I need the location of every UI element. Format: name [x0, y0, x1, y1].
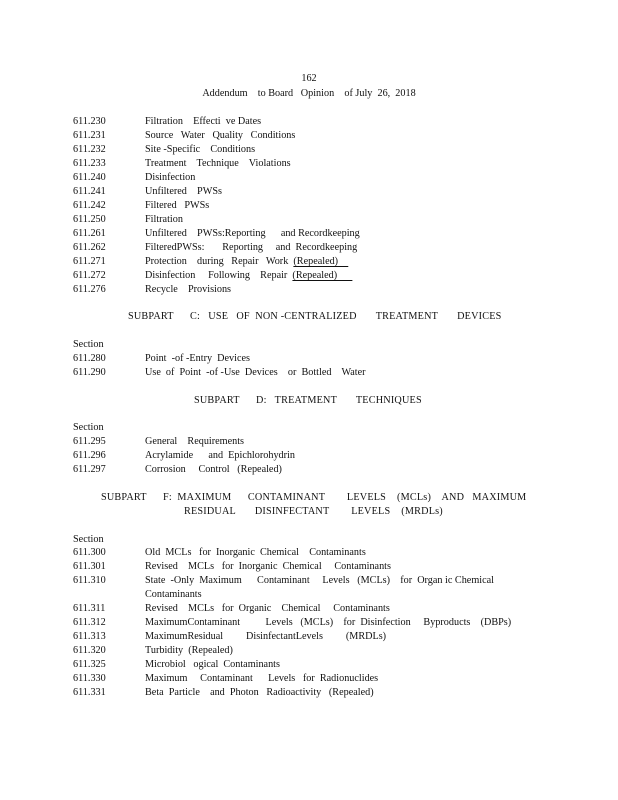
section-number: 611.297 — [73, 464, 106, 475]
section-number: 611.230 — [73, 116, 106, 127]
subpart-d-heading: SUBPART D: TREATMENT TECHNIQUES — [194, 395, 422, 406]
section-title: Treatment Technique Violations — [145, 158, 291, 169]
page-number: 162 — [301, 73, 317, 84]
section-number: 611.231 — [73, 130, 106, 141]
section-title: State -Only Maximum Contaminant Levels (MCLs) for Organ ic Chemical — [145, 575, 494, 586]
list-item-continuation — [0, 588, 618, 602]
section-title: Corrosion Control (Repealed) — [145, 464, 282, 475]
section-label: Section — [73, 339, 104, 350]
list-item — [0, 129, 618, 143]
list-item — [0, 171, 618, 185]
section-number: 611.240 — [73, 172, 106, 183]
section-number: 611.296 — [73, 450, 106, 461]
section-number: 611.331 — [73, 687, 106, 698]
section-title: Maximum Contaminant Levels for Radionuclides — [145, 673, 379, 684]
section-number: 611.272 — [73, 270, 106, 281]
section-title: Disinfection — [145, 172, 196, 183]
section-title: Unfiltered PWSs — [145, 186, 222, 197]
section-title: MaximumResidual DisinfectantLevels (MRDLs) — [145, 631, 387, 642]
section-number: 611.290 — [73, 367, 106, 378]
list-item — [0, 283, 618, 297]
section-label: Section — [73, 534, 104, 545]
section-number: 611.271 — [73, 256, 106, 267]
list-item — [0, 213, 618, 227]
section-title: Site -Specific Conditions — [145, 144, 256, 155]
list-item — [0, 366, 618, 380]
section-number: 611.262 — [73, 242, 106, 253]
section-title-with-repealed — [145, 269, 352, 283]
list-item — [0, 435, 618, 449]
section-title: MaximumContaminant Levels (MCLs) for Disinfection Byproducts (DBPs) — [145, 617, 512, 628]
section-title: Filtration Effecti ve Dates — [145, 116, 262, 127]
section-title-with-repealed — [145, 255, 348, 269]
repealed-note: (Repealed) — [293, 256, 349, 267]
list-item — [0, 546, 618, 560]
section-number: 611.242 — [73, 200, 106, 211]
section-number: 611.241 — [73, 186, 106, 197]
section-number: 611.295 — [73, 436, 106, 447]
list-item — [0, 227, 618, 241]
section-title: Use of Point -of -Use Devices or Bottled Water — [145, 367, 366, 378]
list-item — [0, 463, 618, 477]
list-item — [0, 644, 618, 658]
section-title: General Requirements — [145, 436, 245, 447]
list-item — [0, 157, 618, 171]
section-title: Filtered PWSs — [145, 200, 210, 211]
section-number: 611.313 — [73, 631, 106, 642]
list-item — [0, 574, 618, 588]
section-title-continuation: Contaminants — [145, 589, 202, 600]
list-item — [0, 449, 618, 463]
section-title: Beta Particle and Photon Radioactivity (Repealed) — [145, 687, 374, 698]
section-title: Point -of -Entry Devices — [145, 353, 250, 364]
section-title: Disinfection Following Repair — [145, 270, 293, 281]
section-title: Revised MCLs for Organic Chemical Contaminants — [145, 603, 390, 614]
section-number: 611.261 — [73, 228, 106, 239]
page-subtitle: Addendum to Board Opinion of July 26, 2018 — [202, 88, 416, 99]
list-item — [0, 241, 618, 255]
section-number: 611.250 — [73, 214, 106, 225]
section-title: Source Water Quality Conditions — [145, 130, 296, 141]
section-number: 611.310 — [73, 575, 106, 586]
section-number: 611.301 — [73, 561, 106, 572]
list-item — [0, 602, 618, 616]
section-number: 611.320 — [73, 645, 106, 656]
list-item — [0, 115, 618, 129]
section-title: Revised MCLs for Inorganic Chemical Contaminants — [145, 561, 391, 572]
section-title: Filtration — [145, 214, 183, 225]
list-item — [0, 616, 618, 630]
section-title: Protection during Repair Work — [145, 256, 294, 267]
section-number: 611.300 — [73, 547, 106, 558]
section-number: 611.233 — [73, 158, 106, 169]
list-item — [0, 686, 618, 700]
subpart-c-heading: SUBPART C: USE OF NON -CENTRALIZED TREATMENT DEVICES — [128, 311, 502, 322]
section-label: Section — [73, 422, 104, 433]
section-title: FilteredPWSs: Reporting and Recordkeeping — [145, 242, 358, 253]
list-item — [0, 199, 618, 213]
list-item — [0, 630, 618, 644]
section-number: 611.232 — [73, 144, 106, 155]
section-number: 611.330 — [73, 673, 106, 684]
section-number: 611.311 — [73, 603, 106, 614]
section-title: Acrylamide and Epichlorohydrin — [145, 450, 295, 461]
list-item — [0, 269, 618, 283]
list-item — [0, 658, 618, 672]
list-item — [0, 560, 618, 574]
section-number: 611.325 — [73, 659, 106, 670]
section-title: Microbiol ogical Contaminants — [145, 659, 280, 670]
section-number: 611.276 — [73, 284, 106, 295]
list-item — [0, 255, 618, 269]
list-item — [0, 672, 618, 686]
section-title: Old MCLs for Inorganic Chemical Contaminants — [145, 547, 366, 558]
list-item — [0, 143, 618, 157]
repealed-note: (Repealed) — [292, 270, 353, 281]
section-number: 611.280 — [73, 353, 106, 364]
section-title: Turbidity (Repealed) — [145, 645, 233, 656]
section-number: 611.312 — [73, 617, 106, 628]
section-title: Recycle Provisions — [145, 284, 232, 295]
list-item — [0, 185, 618, 199]
list-item — [0, 352, 618, 366]
section-title: Unfiltered PWSs:Reporting and Recordkeeping — [145, 228, 360, 239]
subpart-f-heading-line1: SUBPART F: MAXIMUM CONTAMINANT LEVELS (MCLs) AND MAXIMUM — [101, 492, 527, 503]
subpart-f-heading-line2: RESIDUAL DISINFECTANT LEVELS (MRDLs) — [184, 506, 443, 517]
